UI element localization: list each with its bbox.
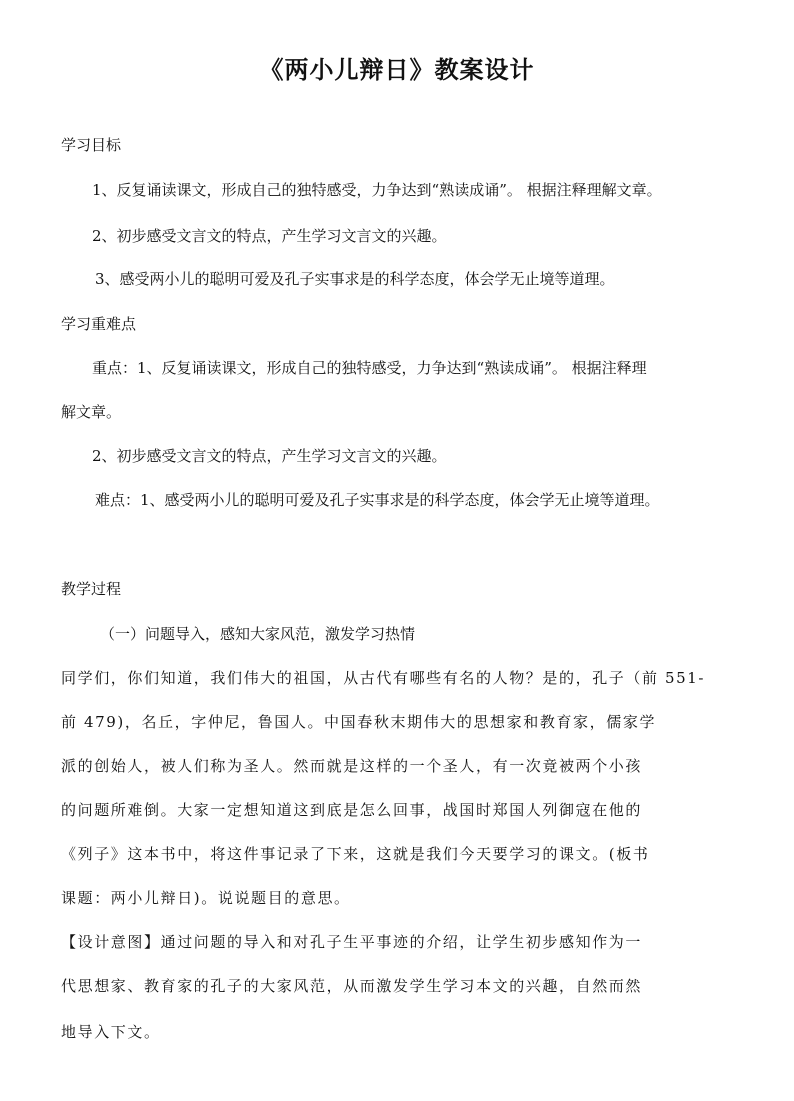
design-intent-line: 代思想家、教育家的孔子的大家风范，从而激发学生学习本文的兴趣，自然而然 (61, 977, 643, 995)
objective-item: 2、初步感受文言文的特点，产生学习文言文的兴趣。 (92, 227, 447, 245)
objectives-heading: 学习目标 (61, 136, 122, 154)
step-heading: （一）问题导入，感知大家风范，激发学习热情 (100, 625, 416, 643)
paragraph-line: 课题：两小儿辩日)。说说题目的意思。 (61, 889, 351, 907)
paragraph-line: 前 479)，名丘，字仲尼，鲁国人。中国春秋末期伟大的思想家和教育家，儒家学 (61, 713, 657, 731)
key-points-heading: 学习重难点 (61, 315, 137, 333)
document-title: 《两小儿辩日》教案设计 (259, 56, 535, 84)
objective-item: 3、感受两小儿的聪明可爱及孔子实事求是的科学态度，体会学无止境等道理。 (95, 270, 615, 288)
process-heading: 教学过程 (61, 580, 122, 598)
key-point-line: 重点：1、反复诵读课文，形成自己的独特感受，力争达到“熟读成诵”。 根据注释理 (92, 359, 647, 377)
objective-item: 1、反复诵读课文，形成自己的独特感受，力争达到“熟读成诵”。 根据注释理解文章。 (92, 181, 662, 199)
paragraph-line: 《列子》这本书中，将这件事记录了下来，这就是我们今天要学习的课文。(板书 (61, 845, 650, 863)
paragraph-line: 的问题所难倒。大家一定想知道这到底是怎么回事，战国时郑国人列御寇在他的 (61, 801, 643, 819)
key-point-line: 解文章。 (61, 403, 122, 421)
difficulty-line: 难点：1、感受两小儿的聪明可爱及孔子实事求是的科学态度，体会学无止境等道理。 (95, 491, 660, 509)
design-intent-line: 【设计意图】通过问题的导入和对孔子生平事迹的介绍，让学生初步感知作为一 (61, 933, 643, 951)
key-point-item: 2、初步感受文言文的特点，产生学习文言文的兴趣。 (92, 447, 447, 465)
paragraph-line: 派的创始人，被人们称为圣人。然而就是这样的一个圣人，有一次竟被两个小孩 (61, 757, 643, 775)
paragraph-line: 同学们，你们知道，我们伟大的祖国，从古代有哪些有名的人物？是的，孔子（前 551- (61, 669, 706, 687)
design-intent-line: 地导入下文。 (61, 1023, 161, 1041)
